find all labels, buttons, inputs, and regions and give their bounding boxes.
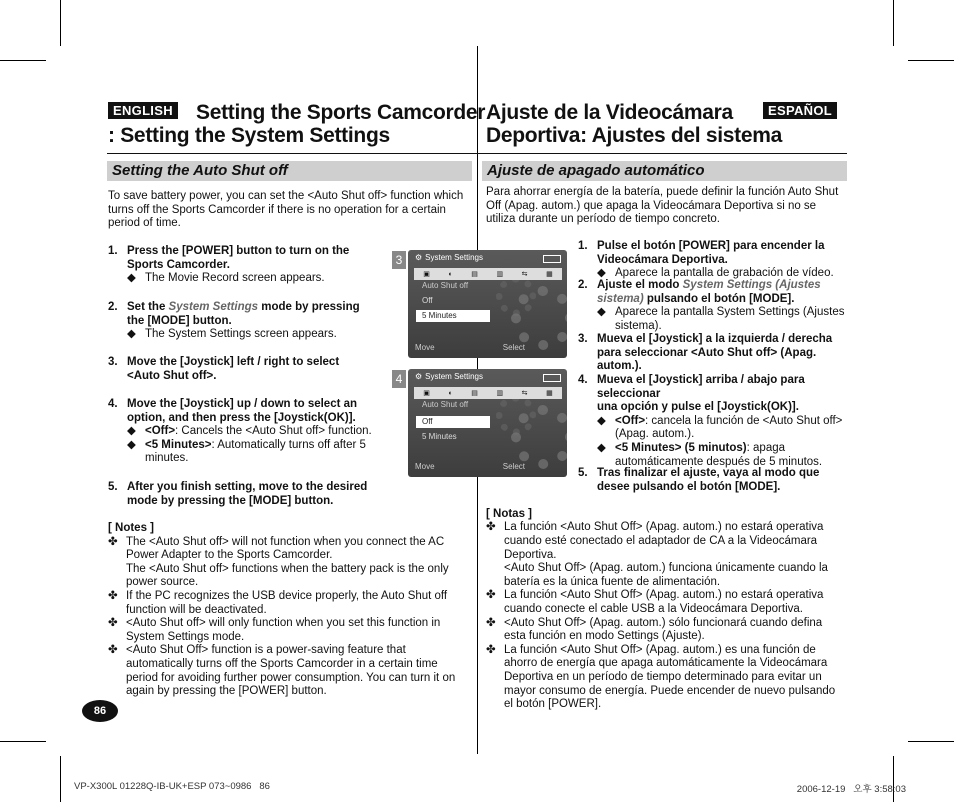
option-key: <5 Minutes> (5 minutos) xyxy=(615,441,747,454)
note-icon: ✤ xyxy=(486,643,496,656)
bullet-icon: ◆ xyxy=(597,414,606,427)
language-badge-english: ENGLISH xyxy=(108,102,178,119)
note-text: <Auto Shut Off> function is a power-saving feature that automatically turns off the Sports Camcorder in a certain time period for avoiding further power consumption. You can turn it on again by pressing the [POWER] button. xyxy=(126,644,456,698)
page-number: 86 xyxy=(82,700,118,722)
step-number: 4. xyxy=(108,398,118,410)
step-text: Press the [POWER] button to turn on the Sports Camcorder. xyxy=(127,245,350,271)
step-text: Move the [Joystick] up / down to select an option, and then press the [Joystick(OK)]. xyxy=(127,398,358,424)
step-text-pre: Set the xyxy=(127,301,166,313)
print-timestamp: 2006-12-19 오후 3:58:03 xyxy=(796,784,906,795)
step-1-es xyxy=(578,240,848,281)
step-5-es xyxy=(578,467,848,494)
step-number: 5. xyxy=(578,467,588,479)
step-1-en xyxy=(108,245,373,286)
note-icon: ✤ xyxy=(486,616,496,629)
option-5-minutes: 5 Minutes xyxy=(422,432,457,441)
step-3-en xyxy=(108,356,373,383)
menu-icon: ▤ xyxy=(471,390,478,397)
step-number: 1. xyxy=(578,240,588,252)
screen-footer xyxy=(415,462,565,471)
step-text: Pulse el botón [POWER] para encender la Videocámara Deportiva. xyxy=(597,240,825,266)
option-desc: : cancela la función de <Auto Shut off> (Apag. autom.). xyxy=(615,414,843,441)
step-text: After you finish setting, move to the desired mode by pressing the [MODE] button. xyxy=(127,481,368,507)
menu-icon: ▦ xyxy=(546,390,553,397)
step-text: Mueva el [Joystick] arriba / abajo para seleccionar xyxy=(597,374,805,400)
bullet-icon: ◆ xyxy=(127,425,136,438)
menu-icon: ◐ xyxy=(448,389,453,397)
crop-mark xyxy=(60,0,61,46)
step-text-post: mode by pressing the [MODE] button. xyxy=(127,301,360,327)
screen-footer xyxy=(415,343,565,352)
step-2-es xyxy=(578,279,848,333)
option-key: <Off> xyxy=(145,425,176,438)
menu-icon: ▤ xyxy=(471,271,478,278)
step-bullet: Aparece la pantalla System Settings (Ajustes sistema). xyxy=(615,306,845,332)
page-title-es-1: Ajuste de la Videocámara xyxy=(486,101,733,124)
usb-icon: ⇆ xyxy=(521,271,528,278)
intro-es: Para ahorrar energía de la batería, puede definir la función Auto Shut Off (Apag. autom.) que apaga la Videocámara Deportiva si no se utiliza durante un período de tiempo concreto. xyxy=(486,186,839,226)
notes-en xyxy=(108,522,468,699)
mode-name: System Settings (Ajustes sistema) xyxy=(597,279,821,305)
page-title-en-1: Setting the Sports Camcorder xyxy=(196,101,486,124)
page-title-es-2: Deportiva: Ajustes del sistema xyxy=(486,124,782,147)
bullet-icon: ◆ xyxy=(127,438,136,451)
system-settings-label: ⚙ System Settings xyxy=(415,372,483,381)
note-icon: ✤ xyxy=(108,535,118,548)
gear-icon xyxy=(511,286,567,350)
select-hint: Select xyxy=(502,462,525,471)
crop-mark xyxy=(60,756,61,802)
note-text: <Auto Shut Off> (Apag. autom.) sólo funcionará cuando defina esta función en modo Settings (Ajuste). xyxy=(504,616,823,643)
step-number: 2. xyxy=(578,279,588,291)
menu-title: Auto Shut off xyxy=(422,400,469,409)
note-text: La función <Auto Shut Off> (Apag. autom.) es una función de ahorro de energía que apaga automáticamente la Videocámara Deportiva en un período de tiempo determinado para evitar un mayor consumo de energía. Puede encender de nuevo pulsando el botón [POWER]. xyxy=(504,643,836,711)
gear-icon: ⚙ xyxy=(415,253,423,262)
option-key: <5 Minutes> xyxy=(145,438,212,451)
page-title-en-2: : Setting the System Settings xyxy=(108,124,390,147)
step-text-pre: Ajuste el modo xyxy=(597,279,680,291)
step-number: 3. xyxy=(578,333,588,345)
intro-en: To save battery power, you can set the <Auto Shut off> function which turns off the Sports Camcorder if there is no operation for a certain period of time. xyxy=(108,190,464,230)
step-number: 3. xyxy=(108,356,118,368)
notes-es xyxy=(486,508,846,712)
language-badge-espanol: ESPAÑOL xyxy=(763,102,837,119)
step-text-post: pulsando el botón [MODE]. xyxy=(646,292,795,305)
menu-icon: ▦ xyxy=(546,271,553,278)
note-icon: ✤ xyxy=(108,589,118,602)
option-off: Off xyxy=(416,416,490,428)
step-4-en xyxy=(108,398,378,466)
crop-mark xyxy=(893,0,894,46)
step-number: 2. xyxy=(108,301,118,313)
option-5-minutes: 5 Minutes xyxy=(416,310,490,322)
move-hint: Move xyxy=(415,343,435,352)
camcorder-screen-4 xyxy=(408,369,567,477)
step-2-en xyxy=(108,301,373,342)
menu-icon-bar xyxy=(414,268,562,280)
crop-mark xyxy=(0,741,46,742)
note-text: If the PC recognizes the USB device properly, the Auto Shut off function will be deactivated. xyxy=(126,589,448,616)
notes-title: [ Notas ] xyxy=(486,508,532,520)
menu-icon: ▥ xyxy=(496,271,504,278)
step-text: Move the [Joystick] left / right to select <Auto Shut off>. xyxy=(127,356,340,382)
gear-icon: ⚙ xyxy=(415,372,423,381)
bullet-icon: ◆ xyxy=(597,441,606,454)
print-info: VP-X300L 01228Q-IB-UK+ESP 073~0986 86 xyxy=(74,781,270,792)
option-off: Off xyxy=(422,296,433,305)
step-bullet: The System Settings screen appears. xyxy=(145,328,337,341)
step-number: 4. xyxy=(578,374,588,386)
step-bullet: The Movie Record screen appears. xyxy=(145,272,325,285)
step-text: una opción y pulse el [Joystick(OK)]. xyxy=(597,401,799,414)
screen-step-badge: 3 xyxy=(392,251,406,269)
option-desc: : apaga automáticamente después de 5 minutos. xyxy=(615,441,823,468)
section-heading-es: Ajuste de apagado automático xyxy=(482,161,847,181)
crop-mark xyxy=(0,60,46,61)
bullet-icon: ◆ xyxy=(597,267,606,280)
bullet-icon: ◆ xyxy=(127,272,136,285)
step-number: 5. xyxy=(108,481,118,493)
note-icon: ✤ xyxy=(108,644,118,657)
step-3-es xyxy=(578,333,848,374)
step-bullet: Aparece la pantalla de grabación de vídeo. xyxy=(615,267,834,280)
menu-icon: ▣ xyxy=(423,271,430,278)
note-text: <Auto Shut Off> (Apag. autom.) funciona únicamente cuando la batería es la única fuente de alimentación. xyxy=(504,562,828,588)
gear-icon xyxy=(511,405,567,469)
bullet-icon: ◆ xyxy=(127,328,136,341)
camcorder-screen-3 xyxy=(408,250,567,358)
note-text: La función <Auto Shut Off> (Apag. autom.) no estará operativa cuando esté conectado el adaptador de CA a la Videocámara Deportiva. xyxy=(504,521,824,561)
header-rule xyxy=(107,153,847,154)
note-icon: ✤ xyxy=(108,617,118,630)
crop-mark xyxy=(908,60,954,61)
crop-mark xyxy=(893,756,894,802)
crop-mark xyxy=(908,741,954,742)
bullet-icon: ◆ xyxy=(597,306,606,319)
option-desc: : Automatically turns off after 5 minutes. xyxy=(145,438,366,465)
menu-icon: ▣ xyxy=(423,390,430,397)
note-text: The <Auto Shut off> will not function when you connect the AC Power Adapter to the Sports Camcorder. xyxy=(126,535,445,562)
battery-icon xyxy=(543,255,561,263)
option-desc: : Cancels the <Auto Shut off> function. xyxy=(175,425,372,438)
step-5-en xyxy=(108,481,378,508)
battery-icon xyxy=(543,374,561,382)
option-key: <Off> xyxy=(615,414,646,427)
note-text: La función <Auto Shut Off> (Apag. autom.) no estará operativa cuando conecte el cable USB a la Videocámara Deportiva. xyxy=(504,589,824,615)
step-text: Mueva el [Joystick] a la izquierda / derecha para seleccionar <Auto Shut off> (Apag. autom.). xyxy=(597,333,833,373)
step-text: Tras finalizar el ajuste, vaya al modo que desee pulsando el botón [MODE]. xyxy=(597,467,820,493)
menu-title: Auto Shut off xyxy=(422,281,469,290)
note-icon: ✤ xyxy=(486,521,496,534)
notes-title: [ Notes ] xyxy=(108,522,154,534)
screen-step-badge: 4 xyxy=(392,370,406,388)
step-number: 1. xyxy=(108,245,118,257)
section-heading-en: Setting the Auto Shut off xyxy=(107,161,472,181)
note-text: <Auto Shut off> will only function when you set this function in System Settings mode. xyxy=(126,617,441,643)
menu-icon: ◐ xyxy=(448,270,453,278)
menu-icon: ▥ xyxy=(496,390,504,397)
system-settings-label: ⚙ System Settings xyxy=(415,253,483,262)
step-4-es xyxy=(578,374,848,469)
usb-icon: ⇆ xyxy=(521,390,528,397)
move-hint: Move xyxy=(415,462,435,471)
menu-icon-bar xyxy=(414,387,562,399)
select-hint: Select xyxy=(502,343,525,352)
note-text: The <Auto Shut off> functions when the battery pack is the only power source. xyxy=(126,562,449,589)
mode-name: System Settings xyxy=(168,301,259,313)
note-icon: ✤ xyxy=(486,589,496,602)
